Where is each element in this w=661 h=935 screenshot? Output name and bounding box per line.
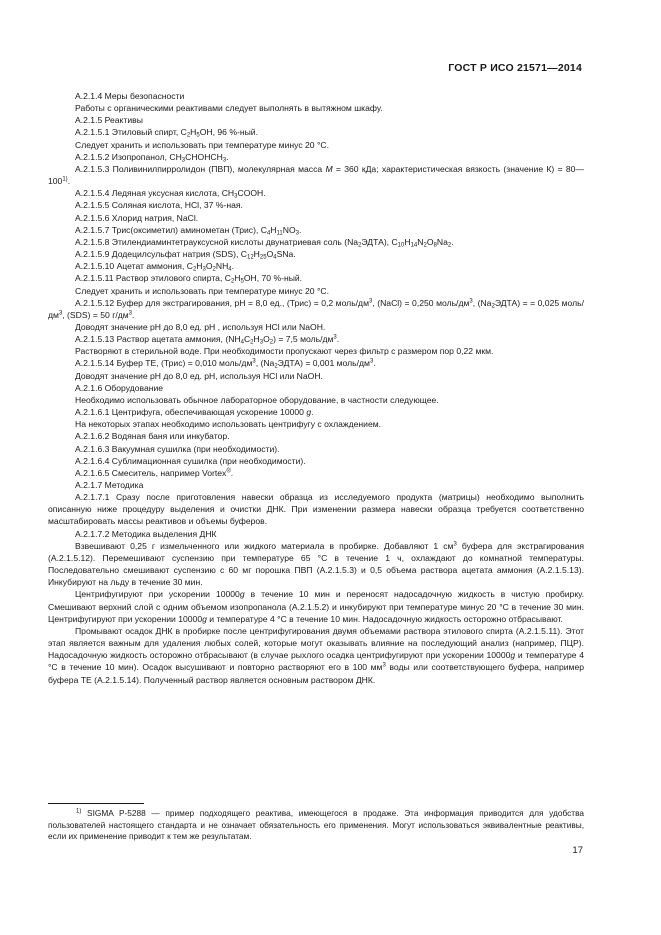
paragraph: Центрифугируют при ускорении 10000g в течение 10 мин и переносят надосадочную жидкость в чистую пробирку. Смешивают верхний слой с одним объемом изопропанола (A.2.1.5.2) и инкубируют при температуре минус 20 °С в течение 30 мин. Центрифугируют при ускорении 10000g и температуре 4 °С в течение 10 мин. Надосадочную жидкость осторожно отбрасывают. xyxy=(48,589,585,624)
paragraph: A.2.1.5.11 Раствор этилового спирта, $C_2H_5OH$, 70 %-ный. xyxy=(75,273,303,285)
paragraph: A.2.1.5.6 Хлорид натрия, NaCl. xyxy=(75,212,199,223)
footnote-divider xyxy=(48,803,144,804)
paragraph: Следует хранить и использовать при температуре минус 20 °С. xyxy=(75,285,329,296)
paragraph: A.2.1.5.10 Ацетат аммония, $C_2H_3O_2NH_4$. xyxy=(75,261,235,273)
paragraph: Следует хранить и использовать при температуре минус 20 °С. xyxy=(75,139,329,150)
paragraph: Доводят значение pH до 8,0 ед. pH , используя HCl или NaOH. xyxy=(75,321,326,332)
paragraph: Работы с органическими реактивами следует выполнять в вытяжном шкафу. xyxy=(75,103,383,114)
paragraph: A.2.1.6.3 Вакуумная сушилка (при необходимости). xyxy=(75,443,280,454)
footnote-ref: 1) xyxy=(62,176,68,183)
paragraph: A.2.1.5.9 Додецилсульфат натрия (SDS), $C_{12}H_{25}O_4SNa$. xyxy=(75,249,296,261)
paragraph: A.2.1.5.1 Этиловый спирт, $C_2H_5OH$, 96 %-ный. xyxy=(75,127,258,139)
paragraph: A.2.1.6.1 Центрифуга, обеспечивающая ускорение 10000 g. xyxy=(75,407,314,418)
paragraph: Взвешивают 0,25 г измельченного или жидкого материала в пробирке. Добавляют 1 $см^3$ буфера для экстрагирования (A.2.1.5.12). Перемешивают суспензию при температуре 65 °С в течение 1 ч, охлаждают до комнатной температуры. Последовательно смешивают суспензию с 60 мг порошка ПВП (A.2.1.5.3) и 0,5 объема раствора ацетата аммония (A.2.1.5.13). Инкубируют на льду в течение 30 мин. xyxy=(48,540,585,588)
body-text xyxy=(48,90,584,686)
paragraph: Необходимо использовать обычное лабораторное оборудование, в частности следующее. xyxy=(75,394,439,405)
paragraph: A.2.1.5.4 Ледяная уксусная кислота, $CH_3COOH$. xyxy=(75,188,266,200)
paragraph: A.2.1.5.8 Этилендиаминтетрауксусной кислоты двунатриевая соль $(Na_2ЭДТА)$, $C_{10}H_{14}N_2O_8Na_2$. xyxy=(75,236,454,249)
section-heading: A.2.1.6 Оборудование xyxy=(75,382,164,393)
page-number: 17 xyxy=(572,845,583,856)
section-heading: A.2.1.7.2 Методика выделения ДНК xyxy=(75,528,217,539)
paragraph: Доводят значение pH до 8,0 ед. pH, используя HCl или NaOH. xyxy=(75,370,323,381)
document-id: ГОСТ Р ИСО 21571—2014 xyxy=(448,62,582,74)
paragraph: A.2.1.7.1 Сразу после приготовления навески образца из исследуемого продукта (матрицы) необходимо выполнить описанную ниже процедуру выделения и очистки ДНК. При изменении размера навески образца требуется соответственно масштабировать массы реактивов и объемы буферов. xyxy=(48,492,584,527)
paragraph: A.2.1.5.2 Изопропанол, $CH_3CHOHCH_3$. xyxy=(75,151,229,164)
paragraph: A.2.1.6.2 Водяная баня или инкубатор. xyxy=(75,431,230,442)
paragraph: A.2.1.5.12 Буфер для экстрагирования, pH = 8,0 ед., (Трис) = 0,2 моль/$дм^3$, (NaCl) = 0,250 моль/$дм^3$, $(Na_2ЭДТА)$ = = 0,025 моль/$дм^3$, (SDS) = 50 $г/дм^3$. xyxy=(48,297,585,320)
footnote-marker: 1) xyxy=(76,808,82,815)
paragraph: A.2.1.5.7 Трис(оксиметил) аминометан (Трис), $C_4H_{11}NO_3$. xyxy=(75,224,302,237)
paragraph: A.2.1.5.14 Буфер TE, (Трис) = 0,010 моль/$дм^3$, $(Na_2ЭДТА) = 0,001$ моль/$дм^3$. xyxy=(75,358,376,370)
section-heading: A.2.1.5 Реактивы xyxy=(75,115,143,126)
paragraph: A.2.1.5.13 Раствор ацетата аммония, $(NH_4C_2H_3O_2) = 7,5$ моль/$дм^3$. xyxy=(75,334,340,346)
paragraph: A.2.1.5.5 Соляная кислота, HCl, 37 %-ная. xyxy=(75,200,243,211)
paragraph: A.2.1.5.3 Поливинилпирролидон (ПВП), молекулярная масса M = 360 кДа; характеристическая вязкость (значение $К) = 80—100^{1)}$. xyxy=(48,163,585,187)
footnote: $^{1)}$ SIGMA P-5288 — пример подходящего реактива, имеющегося в продаже. Эта информация приводится для удобства пользователей настоящего стандарта и не означает обязательность его применения. Могут использоваться эквивалентные реактивы, если их применение приводит к тем же результатам. xyxy=(48,808,585,842)
paragraph: На некоторых этапах необходимо использовать центрифугу с охлаждением. xyxy=(75,419,382,430)
paragraph: Растворяют в стерильной воде. При необходимости пропускают через фильтр с размером пор 0,22 мкм. xyxy=(75,346,494,357)
paragraph: A.2.1.6.5 Смеситель, например Vortex®. xyxy=(75,467,234,478)
paragraph: Промывают осадок ДНК в пробирке после центрифугирования двумя объемами раствора этилового спирта (A.2.1.5.11). Этот этап является важным для удаления любых солей, которые могут оказывать влияние на последующий анализ (например, ПЦР). Надосадочную жидкость осторожно отбрасывают (в случае рыхлого осадка центрифугируют при ускорении 10000g и температуре 4 °С в течение 10 мин). Осадок высушивают и повторно растворяют его в 100 $мм^3$ воды или соответствующего буфера, например буфера TE (A.2.1.5.14). Полученный раствор является основным раствором ДНК. xyxy=(48,625,585,685)
paragraph: A.2.1.6.4 Сублимационная сушилка (при необходимости). xyxy=(75,455,306,466)
section-heading: A.2.1.7 Методика xyxy=(75,480,144,490)
section-heading: A.2.1.4 Меры безопасности xyxy=(75,91,185,101)
